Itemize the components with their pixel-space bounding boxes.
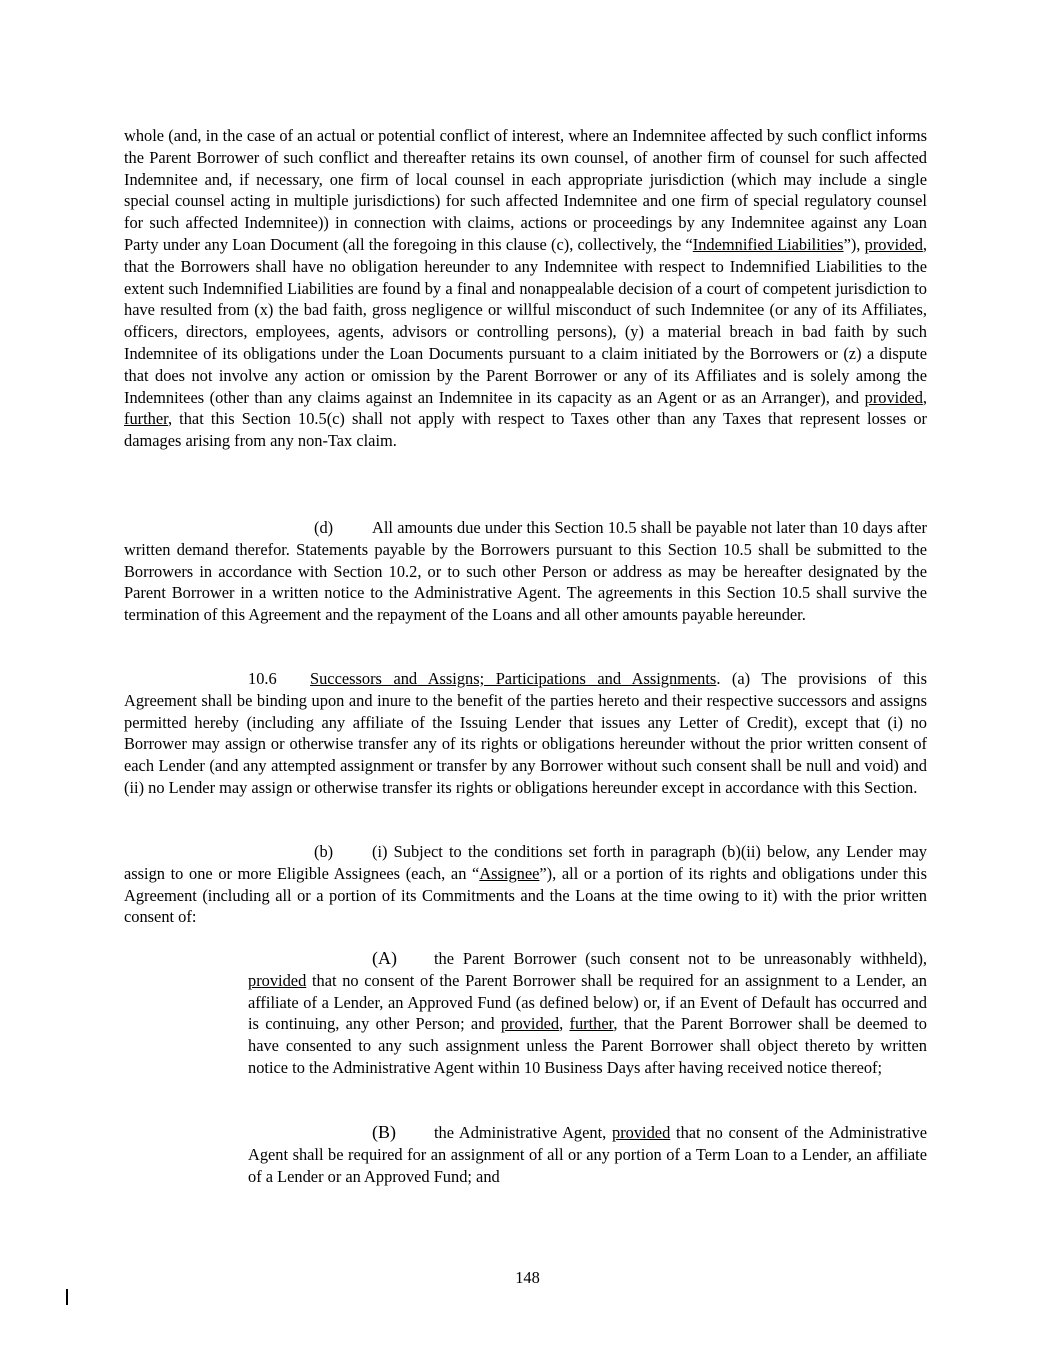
defined-term: further (569, 1014, 614, 1034)
defined-term: provided (864, 234, 923, 254)
defined-term: provided (864, 387, 923, 407)
paragraph-c-continued (124, 125, 927, 452)
text: All amounts due under this Section 10.5 shall be payable not later than 10 days after written demand therefor. Statements payable by the Borrowers pursuant to this Section 10.5 shall be submitted to the Borrowers in accordance with Section 10.2, or to such other Person or address as may be hereafter designated by the Parent Borrower in a written notice to the Administrative Agent. The agreements in this Section 10.5 shall survive the termination of this Agreement and the repayment of the Loans and all other amounts payable hereunder. (124, 518, 927, 625)
paragraph-label: (d) (314, 518, 334, 537)
defined-term: further (124, 409, 168, 429)
change-bar (66, 1289, 68, 1305)
paragraph-b (124, 841, 927, 928)
section-10-6 (124, 668, 927, 799)
section-number: 10.6 (248, 669, 277, 688)
subparagraph-label: (A) (372, 948, 397, 968)
page-number: 148 (515, 1268, 540, 1287)
subparagraph-b (248, 1122, 927, 1187)
paragraph-d (124, 517, 927, 626)
text: , that the Parent Borrower shall be deemed to have consented to any such assignment unless the Parent Borrower shall object thereto by written notice to the Administrative Agent within 10 Business Days after having received notice thereof; (248, 1014, 927, 1077)
text: (i) Subject to the conditions set forth in paragraph (b)(ii) below, any Lender may assign to one or more Eligible Assignees (each, an “ (124, 842, 927, 883)
text: , that the Borrowers shall have no obligation hereunder to any Indemnitee with respect to Indemnified Liabilities to the extent such Indemnified Liabilities are found by a final and nonappealable decision of a court of competent jurisdiction to have resulted from (x) the bad faith, gross negligence or willful misconduct of such Indemnitee (or any of its Affiliates, officers, directors, employees, agents, advisors or controlling persons), (y) a material breach in bad faith by such Indemnitee of its obligations under the Loan Documents pursuant to a claim initiated by the Borrowers or (z) a dispute that does not involve any action or omission by the Parent Borrower or any of its Affiliates and is solely among the Indemnitees (other than any claims against an Indemnitee in its capacity as an Agent or as an Arranger), and (124, 234, 927, 407)
subparagraph-label: (B) (372, 1122, 396, 1142)
text: , (922, 387, 927, 407)
defined-term: provided (248, 970, 307, 990)
text: ”), (843, 234, 865, 254)
text: ”), all or a portion of its rights and obligations under this Agreement (including all or a portion of its Commitments and the Loans at the time owing to it) with the prior written consent of: (124, 863, 927, 927)
text: , that this Section 10.5(c) shall not apply with respect to Taxes other than any Taxes that represent losses or damages arising from any non-Tax claim. (124, 409, 927, 451)
text: . (a) The provisions of this Agreement shall be binding upon and inure to the benefit of the parties hereto and their respective successors and assigns permitted hereby (including any affiliate of the Issuing Lender that issues any Letter of Credit), except that (i) no Borrower may assign or otherwise transfer any of its rights or obligations hereunder without the prior written consent of each Lender (and any attempted assignment or transfer by any Borrower without such consent shall be null and void) and (ii) no Lender may assign or otherwise transfer its rights or obligations hereunder except in accordance with this Section. (124, 669, 927, 797)
section-heading: Successors and Assigns; Participations and Assignments (310, 669, 717, 688)
text: that no consent of the Administrative Agent shall be required for an assignment of all or any portion of a Term Loan to a Lender, an affiliate of a Lender or an Approved Fund; and (248, 1123, 927, 1186)
text: whole (and, in the case of an actual or potential conflict of interest, where an Indemnitee affected by such conflict informs the Parent Borrower of such conflict and thereafter retains its own counsel, of another firm of counsel for such affected Indemnitee and, if necessary, one firm of local counsel in each appropriate jurisdiction (which may include a single special counsel acting in multiple jurisdictions) for such affected Indemnitee and one firm of special regulatory counsel for such affected Indemnitee)) in connection with claims, actions or proceedings by any Indemnitee against any Loan Party under any Loan Document (all the foregoing in this clause (c), collectively, the “ (124, 126, 927, 254)
text: the Parent Borrower (such consent not to be unreasonably withheld), (434, 949, 927, 968)
defined-term: provided (612, 1123, 671, 1142)
text: that no consent of the Parent Borrower shall be required for an assignment to a Lender, an affiliate of a Lender, an Approved Fund (as defined below) or, if an Event of Default has occurred and is continuing, any other Person; and (248, 970, 927, 1034)
paragraph-label: (b) (314, 842, 334, 861)
defined-term: Indemnified Liabilities (692, 234, 844, 254)
text: , (559, 1014, 570, 1034)
text: the Administrative Agent, (434, 1123, 612, 1142)
defined-term: Assignee (479, 863, 540, 883)
subparagraph-a (248, 948, 927, 1079)
defined-term: provided (500, 1014, 560, 1034)
